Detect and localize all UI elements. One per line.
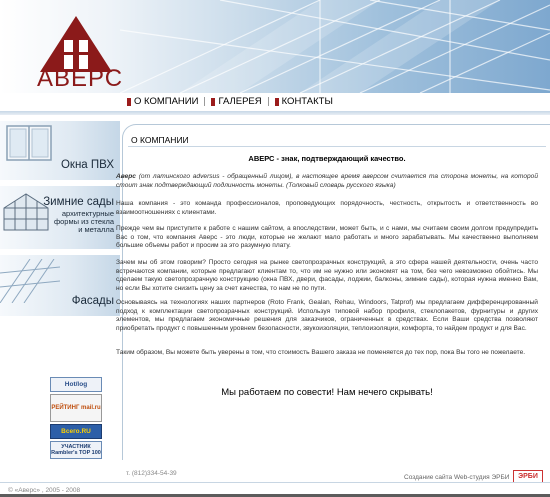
facade-icon bbox=[0, 259, 60, 303]
hotlog-badge[interactable] bbox=[50, 377, 102, 392]
title-divider bbox=[128, 146, 546, 147]
footer-divider bbox=[0, 482, 550, 483]
paragraph-1: Наша компания - это команда профессионалов, проповедующих порядочность, честность, открытость и ответственность во взаимоотношениях с клиентами. bbox=[116, 200, 538, 216]
headline: АВЕРС - знак, подтверждающий качество. bbox=[248, 154, 406, 163]
badge-label: Всего.RU bbox=[61, 428, 91, 435]
glass-building-image bbox=[120, 0, 550, 93]
sidebar-item-subtitle: архитектурные формы из стекла и металла bbox=[53, 209, 114, 234]
header bbox=[0, 0, 550, 93]
page-title: О КОМПАНИИ bbox=[131, 135, 189, 145]
nav-rule bbox=[0, 111, 550, 115]
paragraph-4: Основываясь на технологиях наших партнеров (Roto Frank, Gealan, Rehau, Windoors, Tatprof) мы предлагаем дифференцированный подход к комплектации светопрозрачных конструкций. Используя типовой набор профиля, стеклопакетов, фурнитуры и других элементов, мы предлагаем экономичные решения для заказчиков, ограниченных в средствах. Если Ваши средства позволяют приобретать продукт с повышенным уровнем безопасности, звукоизоляции, теплоизоляции, комфорта, то найдем продукт и для Вас. bbox=[116, 299, 538, 332]
nav-separator bbox=[204, 97, 205, 106]
nav-contacts-label: КОНТАКТЫ bbox=[281, 96, 333, 107]
brand-name: АВЕРС bbox=[37, 65, 124, 92]
nav-contacts[interactable] bbox=[275, 96, 333, 107]
footer-copyright: © «Аверс» , 2005 - 2008 bbox=[8, 487, 81, 494]
window-icon bbox=[6, 125, 52, 161]
rambler-top100-badge[interactable] bbox=[50, 441, 102, 459]
nav-marker-icon bbox=[275, 98, 279, 106]
sidebar-item-label: Окна ПВХ bbox=[60, 159, 114, 171]
badge-label: Hot/log bbox=[64, 381, 88, 388]
paragraph-3: Зачем мы об этом говорим? Просто сегодня на рынке светопрозрачных конструкций, а это сфера нашей деятельности, очень часто встречаются компании, которые предлагают клиентам то, что им не нужно или экономят на том, без чего невозможно обойтись. Мы сделаем такую светопрозрачную конструкцию (окна ПВХ, двери, фасады, лоджии, балконы, зимние сады), которая нужна именно Вам, но если Вы хотите снизить цену за счет качества, то нам не по пути. bbox=[116, 259, 538, 292]
sidebar-item-label: Зимние сады bbox=[43, 196, 114, 208]
slogan: Мы работаем по совести! Нам нечего скрывать! bbox=[221, 387, 433, 398]
definition-text: (от латинского adversus - обращенный лицом), в настоящее время аверсом считается та сторона монеты, на которой стоит знак подтверждающий подлинность монеты. (Толковый словарь русского языка) bbox=[116, 173, 538, 189]
sidebar-item-windows[interactable] bbox=[0, 121, 120, 181]
nav-about-label: О КОМПАНИИ bbox=[134, 96, 199, 107]
nav-about[interactable] bbox=[127, 96, 205, 107]
footer-phone: т. (812)334-54-39 bbox=[126, 470, 177, 477]
definition-word: Аверс bbox=[116, 173, 136, 180]
nav-separator bbox=[268, 97, 269, 106]
sidebar-item-facades[interactable] bbox=[0, 255, 120, 317]
definition-paragraph bbox=[116, 173, 538, 190]
main-nav bbox=[127, 96, 333, 107]
paragraph-5: Таким образом, Вы можете быть уверены в том, что стоимость Вашего заказа не поменяется до тех пор, пока Вы того не пожелаете. bbox=[116, 349, 526, 356]
footer-studio-link[interactable]: Создание сайта Web-студия ЭРБИ bbox=[404, 474, 510, 481]
erbi-logo[interactable]: ЭРБИ bbox=[513, 470, 543, 483]
counter-badges bbox=[50, 377, 102, 461]
nav-marker-icon bbox=[127, 98, 131, 106]
nav-marker-icon bbox=[211, 98, 215, 106]
vsego-ru-badge[interactable] bbox=[50, 424, 102, 439]
sidebar-item-label: Фасады bbox=[71, 295, 114, 307]
nav-gallery[interactable] bbox=[211, 96, 268, 107]
badge-label: РЕЙТИНГ mail.ru bbox=[51, 405, 101, 411]
paragraph-2: Прежде чем вы приступите к работе с нашим сайтом, а впоследствии, может быть, и с нами, мы считаем своим долгом предупредить Вас о том, что компания Аверс - это люди, которые не желают мало работать и много зарабатывать. Мы качественно выполняем большие объемы работ и просим за это разумную плату. bbox=[116, 225, 538, 249]
sidebar-item-winter-gardens[interactable] bbox=[0, 186, 120, 250]
nav-gallery-label: ГАЛЕРЕЯ bbox=[218, 96, 262, 107]
badge-label: УЧАСТНИК Rambler's TOP 100 bbox=[51, 444, 101, 456]
mailru-rating-badge[interactable] bbox=[50, 394, 102, 422]
